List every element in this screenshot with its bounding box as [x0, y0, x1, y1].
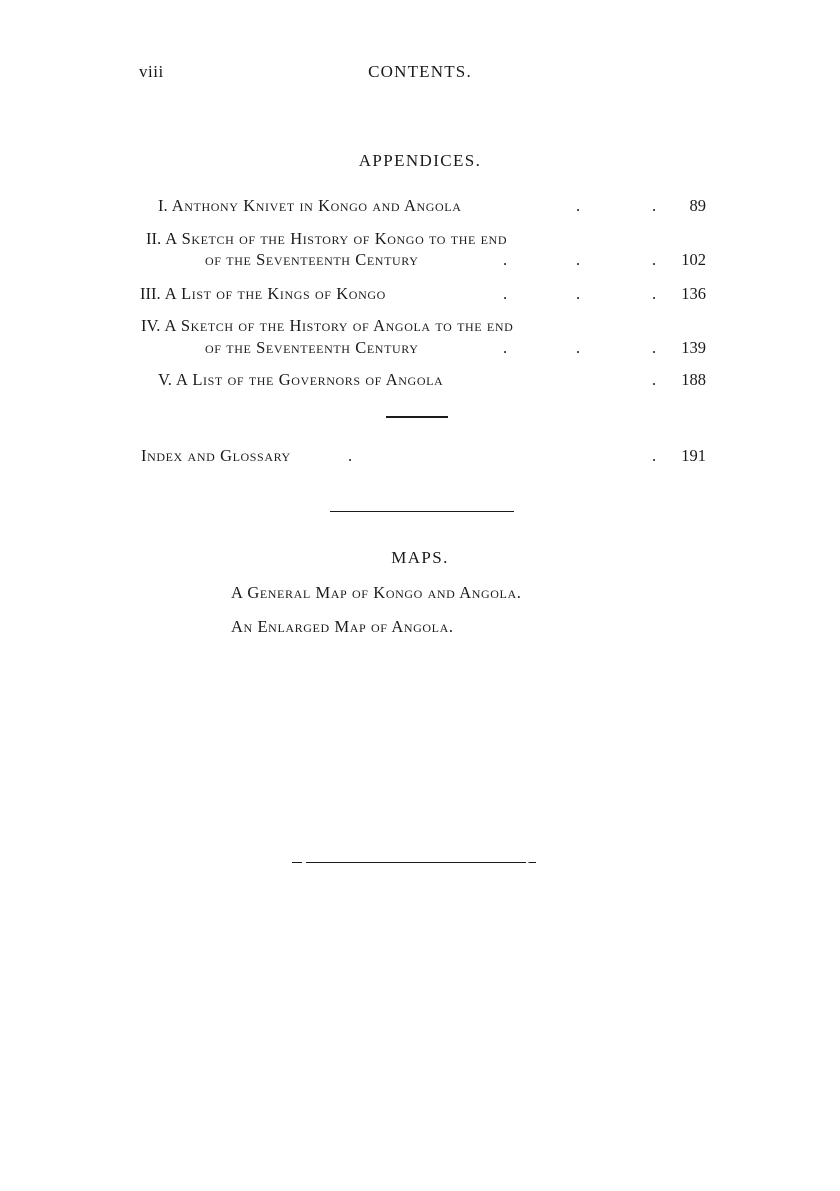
leader-dot: .: [575, 338, 581, 357]
toc-entry-1[interactable]: [158, 196, 462, 216]
leader-dot: .: [502, 284, 508, 303]
toc-entry-page: 102: [681, 250, 706, 269]
map-item[interactable]: A General Map of Kongo and Angola.: [231, 583, 522, 602]
toc-entry-page: 139: [681, 338, 706, 357]
leader-dot: .: [575, 250, 581, 269]
toc-entry-page: 188: [681, 370, 706, 389]
leader-dot: .: [575, 284, 581, 303]
index-entry[interactable]: Index and Glossary: [141, 446, 291, 465]
toc-entry-title-continued: of the Seventeenth Century: [205, 338, 419, 357]
toc-entry-3[interactable]: [140, 284, 386, 304]
toc-entry-title: A Sketch of the History of Kongo to the end: [165, 229, 508, 248]
toc-entry-page: 136: [681, 284, 706, 303]
leader-dot: .: [502, 338, 508, 357]
toc-entry-numeral: V.: [158, 370, 172, 389]
toc-entry-numeral: I.: [158, 196, 168, 215]
toc-entry-title: A Sketch of the History of Angola to the end: [164, 316, 514, 335]
leader-dot: .: [651, 446, 657, 465]
leader-dot: .: [651, 250, 657, 269]
leader-dot: .: [347, 446, 353, 465]
leader-dot: .: [651, 338, 657, 357]
leader-dot: .: [651, 284, 657, 303]
toc-entry-numeral: III.: [140, 284, 161, 303]
leader-dot: .: [575, 196, 581, 215]
toc-entry-title: A List of the Kings of Kongo: [164, 284, 386, 303]
toc-entry-title-continued: of the Seventeenth Century: [205, 250, 419, 269]
index-page: 191: [681, 446, 706, 465]
section-rule: [386, 416, 448, 418]
leader-dot: .: [651, 370, 657, 389]
appendices-heading: APPENDICES.: [358, 151, 482, 170]
toc-entry-title: A List of the Governors of Angola: [176, 370, 444, 389]
toc-entry-page: 89: [689, 196, 706, 215]
map-item[interactable]: An Enlarged Map of Angola.: [231, 617, 454, 636]
maps-heading: MAPS.: [391, 548, 449, 567]
toc-entry-numeral: II.: [146, 229, 162, 248]
running-head: CONTENTS.: [368, 62, 472, 81]
leader-dot: .: [502, 250, 508, 269]
section-rule: [330, 511, 514, 512]
toc-entry-numeral: IV.: [141, 316, 161, 335]
page-folio: viii: [139, 62, 164, 81]
toc-entry-2[interactable]: [146, 229, 507, 249]
toc-entry-5[interactable]: [158, 370, 443, 390]
toc-entry-4[interactable]: [141, 316, 513, 336]
closing-rule: [292, 862, 536, 863]
leader-dot: .: [651, 196, 657, 215]
toc-entry-title: Anthony Knivet in Kongo and Angola: [171, 196, 462, 215]
